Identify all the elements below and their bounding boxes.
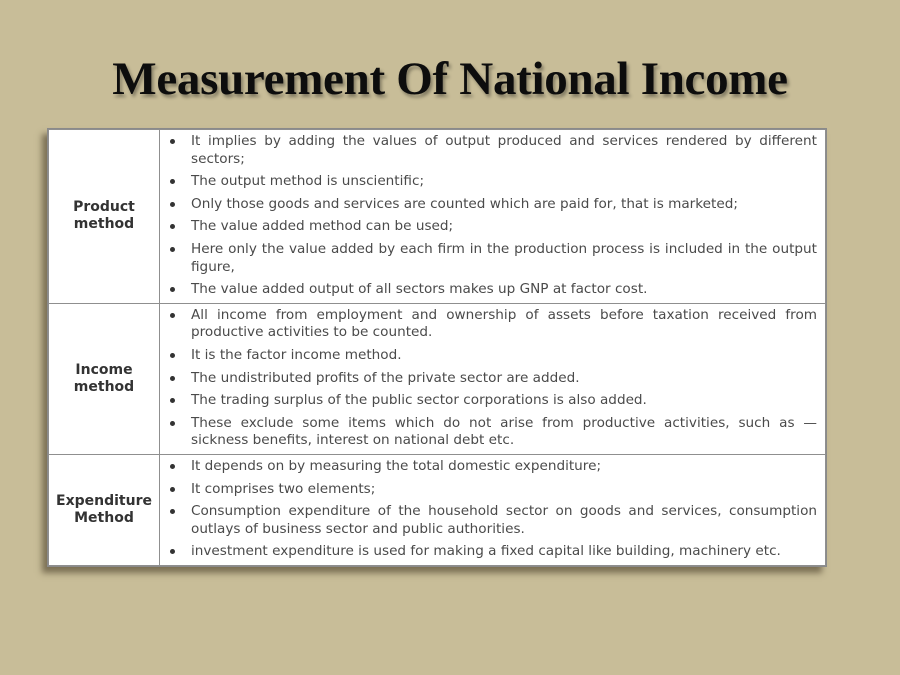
list-item xyxy=(166,307,817,342)
point-text: It is the factor income method. xyxy=(191,346,402,363)
list-item xyxy=(166,281,817,299)
bullet-icon xyxy=(170,398,175,403)
list-item xyxy=(166,503,817,538)
method-cell xyxy=(49,130,160,304)
list-item xyxy=(166,543,817,561)
list-item xyxy=(166,347,817,365)
point-text: It depends on by measuring the total domestic expenditure; xyxy=(191,457,602,474)
method-label-line: Income xyxy=(75,361,133,378)
bullet-icon xyxy=(170,509,175,514)
point-text: The undistributed profits of the private sector are added. xyxy=(191,369,580,386)
points-cell xyxy=(160,303,826,454)
points-cell xyxy=(160,130,826,304)
table-row-product xyxy=(49,130,826,304)
method-label-line: Method xyxy=(74,509,134,526)
point-text: Consumption expenditure of the household sector on goods and services, consumption outlays of business sector and public authorities. xyxy=(191,503,817,537)
point-text: investment expenditure is used for making a fixed capital like building, machinery etc. xyxy=(191,543,781,560)
list-item xyxy=(166,415,817,450)
bullet-icon xyxy=(170,202,175,207)
bullet-icon xyxy=(170,139,175,144)
list-item xyxy=(166,392,817,410)
list-item xyxy=(166,370,817,388)
bullet-icon xyxy=(170,247,175,252)
list-item xyxy=(166,481,817,499)
point-text: The value added output of all sectors makes up GNP at factor cost. xyxy=(191,281,648,298)
point-text: The output method is unscientific; xyxy=(191,173,425,190)
method-cell xyxy=(49,454,160,565)
point-text: The value added method can be used; xyxy=(191,218,454,235)
method-label-line: Expenditure xyxy=(56,492,152,509)
table-row-income xyxy=(49,303,826,454)
bullet-icon xyxy=(170,549,175,554)
point-text: Here only the value added by each firm in the production process is included in the output figure, xyxy=(191,240,817,275)
point-text: Only those goods and services are counted which are paid for, that is marketed; xyxy=(191,195,738,212)
bullet-icon xyxy=(170,376,175,381)
method-cell xyxy=(49,303,160,454)
bullet-icon xyxy=(170,487,175,492)
method-label-line: method xyxy=(73,216,135,233)
bullet-icon xyxy=(170,287,175,292)
list-item xyxy=(166,173,817,191)
bullet-icon xyxy=(170,224,175,229)
list-item xyxy=(166,133,817,168)
method-label-line: Product xyxy=(73,199,135,216)
point-text: These exclude some items which do not arise from productive activities, such as — sickness benefits, interest on national debt etc. xyxy=(191,414,817,449)
bullet-icon xyxy=(170,353,175,358)
list-item xyxy=(166,458,817,476)
bullet-icon xyxy=(170,464,175,469)
table-row-expenditure xyxy=(49,454,826,565)
method-label-line: method xyxy=(73,378,135,395)
point-text: The trading surplus of the public sector corporations is also added. xyxy=(191,392,647,409)
bullet-icon xyxy=(170,313,175,318)
bullet-icon xyxy=(170,179,175,184)
points-cell xyxy=(160,454,826,565)
list-item xyxy=(166,241,817,276)
slide-title: Measurement Of National Income xyxy=(112,53,788,105)
point-text: It comprises two elements; xyxy=(191,480,376,497)
methods-table xyxy=(47,128,827,567)
bullet-icon xyxy=(170,421,175,426)
point-text: All income from employment and ownership of assets before taxation received from productive activities to be counted. xyxy=(191,306,817,341)
point-text: It implies by adding the values of output produced and services rendered by different sectors; xyxy=(191,133,817,167)
list-item xyxy=(166,218,817,236)
list-item xyxy=(166,196,817,214)
